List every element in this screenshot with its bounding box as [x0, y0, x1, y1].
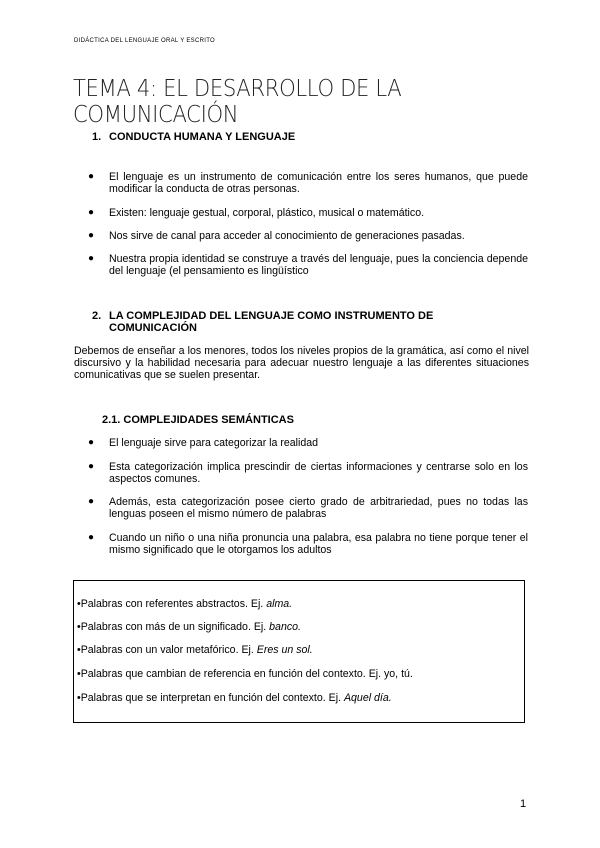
bullet-icon: ● [88, 230, 95, 241]
list-item-text: Esta categorización implica prescindir de ciertas informaciones y centrarse solo en los aspectos comunes. [109, 461, 528, 485]
example-text: •Palabras con un valor metafórico. Ej. [77, 644, 257, 656]
example-word: alma. [266, 598, 293, 610]
bullet-icon: ● [88, 532, 95, 543]
list-item [88, 207, 528, 219]
list-item [88, 461, 528, 485]
list-item-text: Nuestra propia identidad se construye a través del lenguaje, pues la conciencia depende del lenguaje (el pensamiento es lingüístico [109, 253, 528, 277]
example-line [77, 668, 413, 680]
list-item [88, 496, 528, 520]
example-line [77, 692, 392, 704]
bullet-icon: ● [88, 437, 95, 448]
section-title-continued: COMUNICACIÓN [109, 322, 197, 334]
section-heading-1 [92, 131, 295, 143]
page-title: TEMA 4: EL DESARROLLO DE LA COMUNICACIÓN [73, 76, 402, 128]
bullet-icon: ● [88, 496, 95, 507]
list-item [88, 230, 528, 242]
bullet-icon: ● [88, 171, 95, 182]
list-item-text: El lenguaje es un instrumento de comunicación entre los seres humanos, que puede modificar la conducta de otras personas. [109, 171, 528, 195]
page-number: 1 [520, 798, 527, 810]
example-word: Eres un sol. [256, 644, 313, 656]
section2-paragraph: Debemos de enseñar a los menores, todos los niveles propios de la gramática, así como el nivel discursivo y la habilidad necesaria para adecuar nuestro lenguaje a las diferentes situaciones comunicativas que se suelen presentar. [74, 345, 529, 381]
bullet-icon: ● [88, 461, 95, 472]
running-header: DIDÁCTICA DEL LENGUAJE ORAL Y ESCRITO [74, 38, 216, 44]
example-text: •Palabras con referentes abstractos. Ej. [77, 598, 267, 610]
example-word: Aquel día. [343, 692, 392, 704]
example-word: banco. [269, 621, 301, 633]
bullet-icon: ● [88, 207, 95, 218]
bullet-icon: ● [88, 253, 95, 264]
section-heading-2 [92, 310, 433, 334]
list-item-text: Además, esta categorización posee cierto grado de arbitrariedad, pues no todas las lenguas poseen el mismo número de palabras [109, 496, 528, 520]
list-item [88, 253, 528, 277]
section-number: 1. [92, 131, 102, 143]
example-text: •Palabras que se interpretan en función del contexto. Ej. [77, 692, 344, 704]
section-title: CONDUCTA HUMANA Y LENGUAJE [109, 131, 296, 143]
section-title: COMPLEJIDADES SEMÁNTICAS [123, 414, 294, 426]
list-item-text: Existen: lenguaje gestual, corporal, plástico, musical o matemático. [109, 207, 425, 219]
list-item-text: Cuando un niño o una niña pronuncia una palabra, esa palabra no tiene porque tener el mismo significado que le otorgamos los adultos [109, 532, 528, 556]
section-heading-2-1 [102, 414, 294, 426]
list-item [88, 437, 528, 449]
list-item-text: Nos sirve de canal para acceder al conocimiento de generaciones pasadas. [109, 230, 465, 242]
example-line [77, 621, 301, 633]
list-item-text: El lenguaje sirve para categorizar la realidad [109, 437, 319, 449]
section-title: LA COMPLEJIDAD DEL LENGUAJE COMO INSTRUMENTO DE [109, 310, 434, 322]
list-item [88, 171, 528, 195]
list-item [88, 532, 528, 556]
example-text: •Palabras que cambian de referencia en función del contexto. Ej. yo, tú. [77, 668, 413, 680]
example-line [77, 598, 292, 610]
examples-box [73, 580, 525, 723]
example-text: •Palabras con más de un significado. Ej. [77, 621, 270, 633]
example-line [77, 644, 313, 656]
section-number: 2.1. [102, 414, 121, 426]
section-number: 2. [92, 310, 102, 322]
